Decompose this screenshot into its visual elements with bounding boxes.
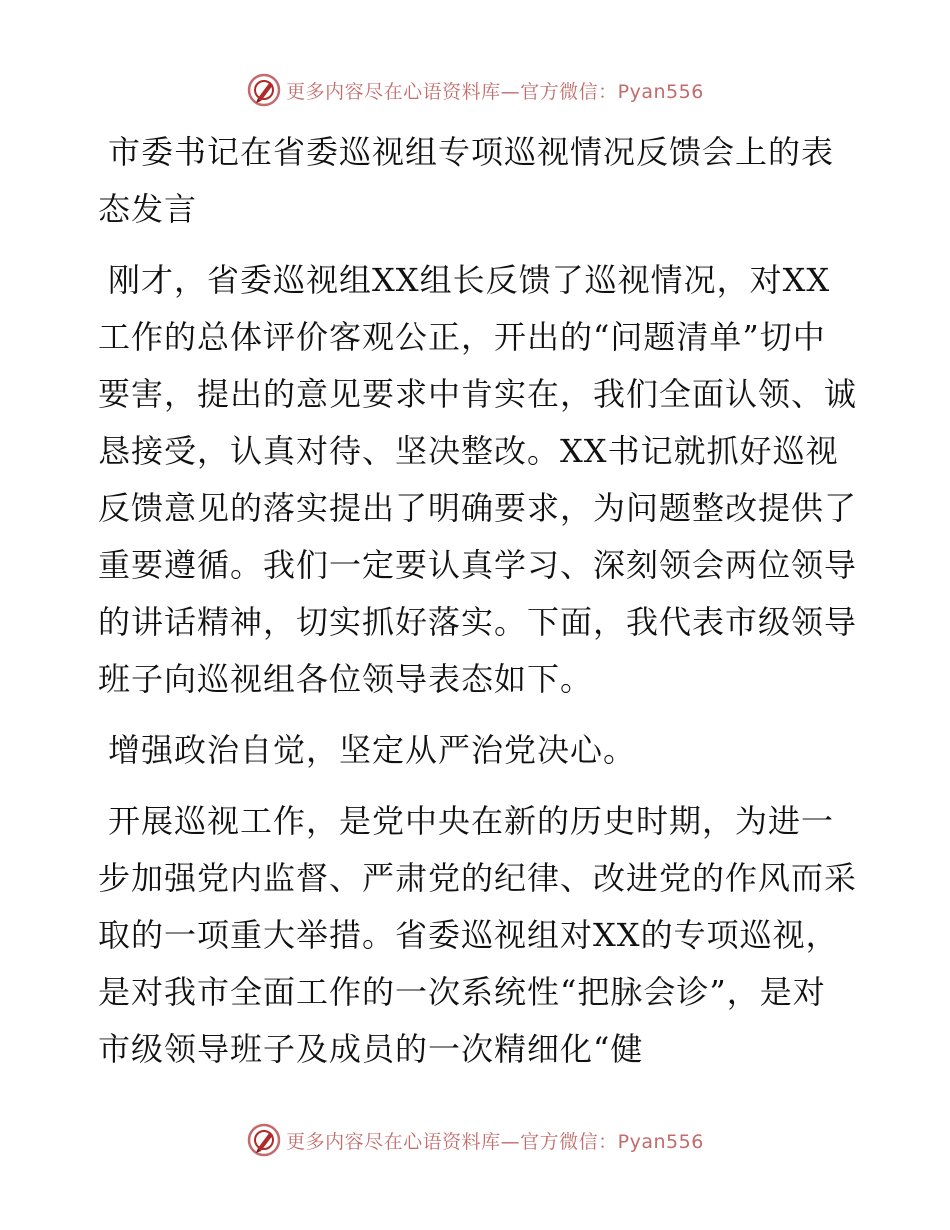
paragraph-3: 开展巡视工作，是党中央在新的历史时期，为进一步加强党内监督、严肃党的纪律、改进党的作风而采取的一项重大举措。省委巡视组对XX的专项巡视，是对我市全面工作的一次系统性“把脉会诊”，是对市级领导班子及成员的一次精细化“健 — [98, 802, 858, 1068]
pen-logo-icon — [246, 1122, 282, 1158]
paragraph-1: 刚才，省委巡视组XX组长反馈了巡视情况，对XX工作的总体评价客观公正，开出的“问题清单”切中要害，提出的意见要求中肯实在，我们全面认领、诚恳接受，认真对待、坚决整改。XX书记就抓好巡视反馈意见的落实提出了明确要求，为问题整改提供了重要遵循。我们一定要认真学习、深刻领会两位领导的讲话精神，切实抓好落实。下面，我代表市级领导班子向巡视组各位领导表态如下。 — [98, 261, 858, 698]
pen-logo-icon — [246, 72, 282, 108]
banner-text: 更多内容尽在心语资料库—官方微信：Pyan556 — [286, 1130, 704, 1153]
banner-text: 更多内容尽在心语资料库—官方微信：Pyan556 — [286, 80, 704, 103]
document-title: 市委书记在省委巡视组专项巡视情况反馈会上的表态发言 — [98, 133, 835, 228]
header-banner — [0, 70, 950, 110]
document-body — [98, 124, 858, 1078]
footer-banner — [0, 1120, 950, 1160]
paragraph-2: 增强政治自觉，坚定从严治党决心。 — [108, 731, 637, 769]
